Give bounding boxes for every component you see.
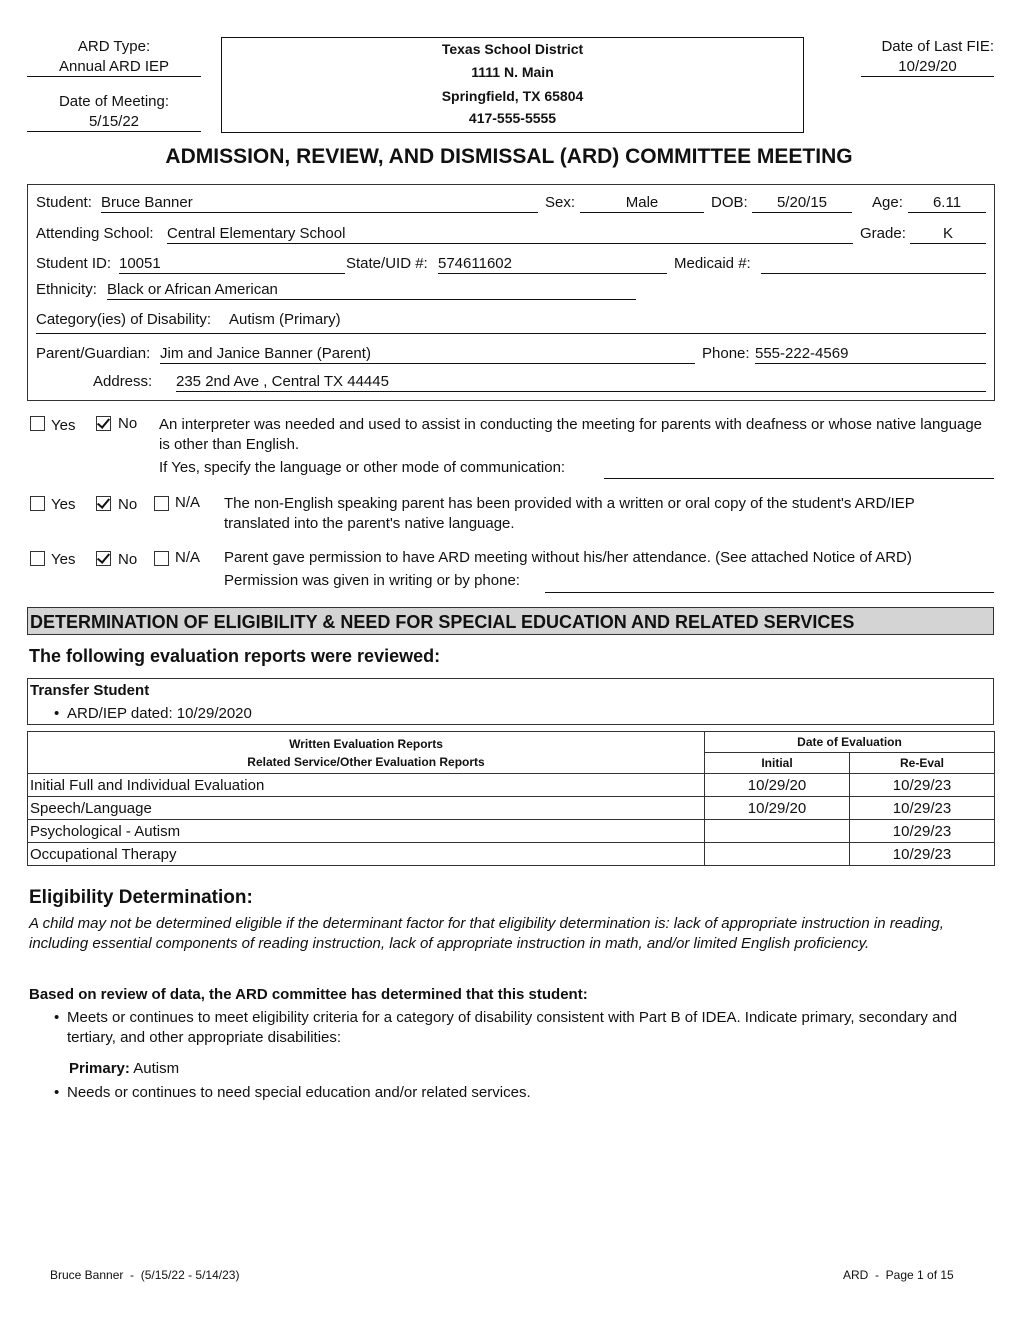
q3-no-label: No: [118, 551, 138, 568]
q2-yes-checkbox[interactable]: [30, 496, 45, 511]
uid-value: 574611602: [438, 255, 667, 274]
reeval-date: 10/29/23: [850, 797, 995, 820]
transfer-box: [27, 678, 994, 725]
medicaid-value: [761, 255, 986, 274]
q2-no-checkbox[interactable]: [96, 496, 111, 511]
age-label: Age:: [872, 194, 903, 211]
primary-label: Primary:: [69, 1060, 130, 1077]
reeval-date: 10/29/23: [850, 820, 995, 843]
district-box: [221, 37, 804, 133]
q2-na-label: N/A: [175, 494, 201, 511]
evaluation-table: [27, 731, 995, 866]
reeval-date: 10/29/23: [850, 843, 995, 866]
table-row: [28, 843, 995, 866]
transfer-title: Transfer Student: [30, 682, 150, 699]
footer-left: Bruce Banner - (5/15/22 - 5/14/23): [50, 1268, 240, 1282]
q1-yes-label: Yes: [51, 417, 76, 434]
table-row: [28, 774, 995, 797]
date-of-eval-header: Date of Evaluation: [705, 732, 995, 753]
age-value: 6.11: [908, 194, 986, 213]
disability-label: Category(ies) of Disability:: [36, 311, 212, 328]
district-city: Springfield, TX 65804: [441, 88, 584, 104]
reports-heading: The following evaluation reports were reviewed:: [29, 646, 441, 666]
q1-followup-label: If Yes, specify the language or other mode of communication:: [159, 459, 566, 476]
meeting-date-value: 5/15/22: [27, 113, 201, 132]
table-row: [28, 797, 995, 820]
parent-label: Parent/Guardian:: [36, 345, 151, 362]
medicaid-label: Medicaid #:: [674, 255, 751, 272]
q1-no-label: No: [118, 415, 138, 432]
dob-value: 5/20/15: [752, 194, 852, 213]
transfer-item: • ARD/IEP dated: 10/29/2020: [67, 705, 252, 722]
initial-date: 10/29/20: [705, 797, 850, 820]
q1-followup-line[interactable]: [604, 478, 994, 479]
primary-value: Autism: [133, 1060, 180, 1077]
student-name-label: Student:: [36, 194, 92, 211]
reports-header-line2: Related Service/Other Evaluation Reports: [247, 754, 485, 769]
determination-bullet-2: • Needs or continues to need special education and/or related services.: [67, 1084, 531, 1101]
initial-header: Initial: [705, 753, 850, 774]
primary-disability: [69, 1060, 179, 1077]
parent-value: Jim and Janice Banner (Parent): [160, 345, 695, 364]
ethnicity-value: Black or African American: [107, 281, 636, 300]
sex-label: Sex:: [545, 194, 576, 211]
table-row: [28, 820, 995, 843]
report-name: Speech/Language: [28, 797, 705, 820]
section-heading: DETERMINATION OF ELIGIBILITY & NEED FOR SPECIAL EDUCATION AND RELATED SERVICES: [27, 607, 994, 635]
footer-right: ARD - Page 1 of 15: [843, 1268, 954, 1282]
q3-followup-line[interactable]: [545, 592, 994, 593]
sex-value: Male: [580, 194, 704, 213]
disability-value: Autism (Primary): [229, 311, 341, 328]
grade-label: Grade:: [860, 225, 906, 242]
disability-underline: [36, 333, 986, 334]
q3-na-checkbox[interactable]: [154, 551, 169, 566]
grade-value: K: [910, 225, 986, 244]
q3-yes-checkbox[interactable]: [30, 551, 45, 566]
reeval-date: 10/29/23: [850, 774, 995, 797]
q3-text: Parent gave permission to have ARD meeting without his/her attendance. (See attached Notice of ARD): [224, 549, 912, 566]
student-name: Bruce Banner: [101, 194, 538, 213]
determination-bullet-1: • Meets or continues to meet eligibility criteria for a category of disability consistent with Part B of IDEA. Indicate primary, secondary and tertiary, and other appropriate disabilities:: [67, 1008, 987, 1048]
q2-yes-label: Yes: [51, 496, 76, 513]
initial-date: [705, 843, 850, 866]
district-phone: 417-555-5555: [468, 110, 557, 126]
ethnicity-label: Ethnicity:: [36, 281, 97, 298]
determination-note: A child may not be determined eligible if the determinant factor for that eligibility determination is: lack of appropriate instruction in reading, including essential components of reading instruction, lack of appropriate instruction in math, and/or limited English proficiency.: [29, 915, 944, 952]
q3-followup-label: Permission was given in writing or by phone:: [224, 572, 520, 589]
q2-text: The non-English speaking parent has been provided with a written or oral copy of the student's ARD/IEP translated into the parent's native language.: [224, 495, 915, 532]
initial-date: 10/29/20: [705, 774, 850, 797]
school-label: Attending School:: [36, 225, 154, 242]
student-id-label: Student ID:: [36, 255, 112, 272]
determination-heading: Eligibility Determination:: [29, 887, 253, 908]
student-id-value: 10051: [119, 255, 345, 274]
reports-header-line1: Written Evaluation Reports: [289, 736, 443, 751]
district-name: Texas School District: [441, 41, 584, 57]
report-name: Psychological - Autism: [28, 820, 705, 843]
district-street: 1111 N. Main: [471, 64, 554, 80]
report-name: Occupational Therapy: [28, 843, 705, 866]
reports-column-header: [28, 732, 705, 774]
initial-date: [705, 820, 850, 843]
q1-text: An interpreter was needed and used to assist in conducting the meeting for parents with deafness or whose native language is other than English.: [159, 416, 983, 453]
address-label: Address:: [93, 373, 153, 390]
ard-type-label: ARD Type:: [77, 38, 151, 55]
q3-na-label: N/A: [175, 549, 201, 566]
reeval-header: Re-Eval: [850, 753, 995, 774]
address-value: 235 2nd Ave , Central TX 44445: [176, 373, 986, 392]
q2-no-label: No: [118, 496, 138, 513]
meeting-date-label: Date of Meeting:: [58, 93, 170, 110]
q3-yes-label: Yes: [51, 551, 76, 568]
q3-no-checkbox[interactable]: [96, 551, 111, 566]
page-title: ADMISSION, REVIEW, AND DISMISSAL (ARD) COMMITTEE MEETING: [165, 145, 853, 168]
q1-yes-checkbox[interactable]: [30, 416, 45, 431]
dob-label: DOB:: [711, 194, 748, 211]
ard-type-value: Annual ARD IEP: [27, 58, 201, 77]
uid-label: State/UID #:: [346, 255, 428, 272]
last-fie-value: 10/29/20: [861, 58, 994, 77]
phone-label: Phone:: [702, 345, 750, 362]
q2-na-checkbox[interactable]: [154, 496, 169, 511]
phone-value: 555-222-4569: [755, 345, 986, 364]
q1-no-checkbox[interactable]: [96, 416, 111, 431]
based-on-text: Based on review of data, the ARD committee has determined that this student:: [29, 986, 588, 1003]
school-value: Central Elementary School: [167, 225, 853, 244]
last-fie-label: Date of Last FIE:: [881, 38, 994, 55]
report-name: Initial Full and Individual Evaluation: [28, 774, 705, 797]
